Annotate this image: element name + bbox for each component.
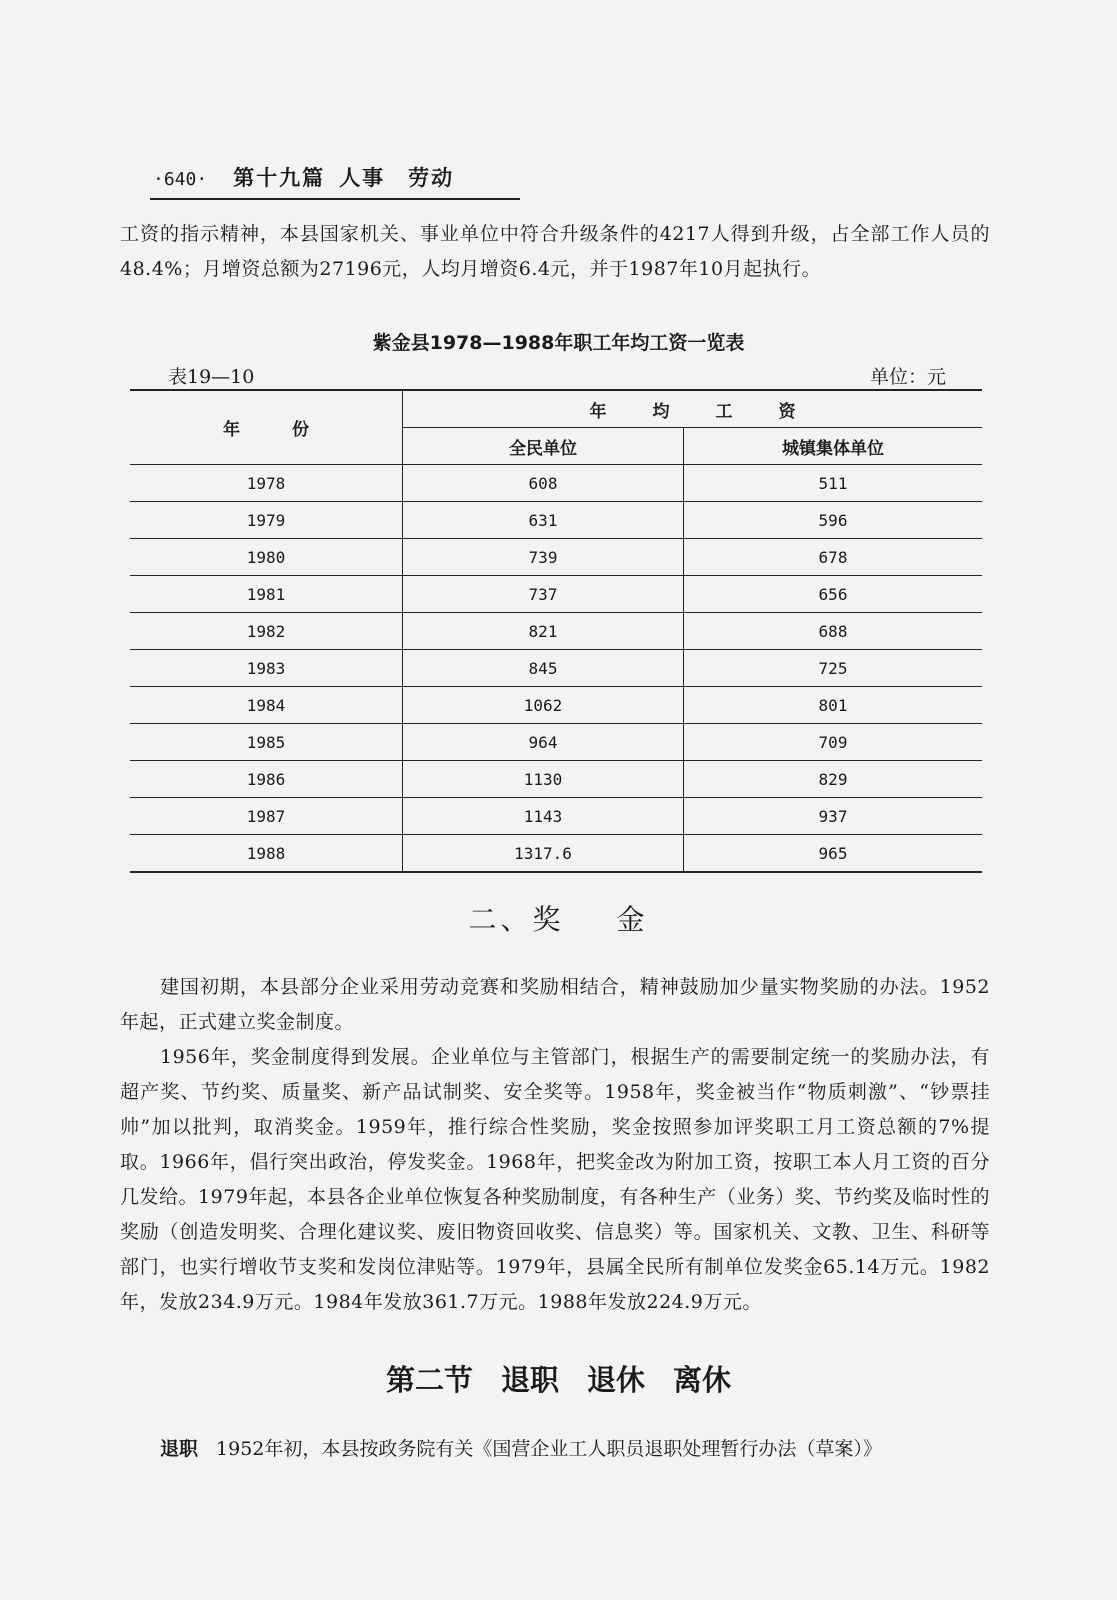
cell-collective: 678	[684, 539, 983, 576]
table-row	[130, 539, 982, 576]
cell-year: 1988	[130, 835, 403, 873]
bonus-paragraph-2: 1956年，奖金制度得到发展。企业单位与主管部门，根据生产的需要制定统一的奖励办法，有超产奖、节约奖、质量奖、新产品试制奖、安全奖等。1958年，奖金被当作“物质刺激”、“钞票挂帅”加以批判，取消奖金。1959年，推行综合性奖励，奖金按照参加评奖职工月工资总额的7%提取。1966年，倡行突出政治，停发奖金。1968年，把奖金改为附加工资，按职工本人月工资的百分几发给。1979年起，本县各企业单位恢复各种奖励制度，有各种生产（业务）奖、节约奖及临时性的奖励（创造发明奖、合理化建议奖、废旧物资回收奖、信息奖）等。国家机关、文教、卫生、科研等部门，也实行增收节支奖和发岗位津贴等。1979年，县属全民所有制单位发奖金65.14万元。1982年，发放234.9万元。1984年发放361.7万元。1988年发放224.9万元。	[120, 1046, 990, 1313]
chapter-section-heading	[0, 1358, 1117, 1399]
cell-collective: 656	[684, 576, 983, 613]
chapter-part: 第十九篇	[233, 166, 326, 190]
cell-state: 737	[403, 576, 684, 613]
header-collective-units: 城镇集体单位	[684, 428, 983, 465]
cell-year: 1987	[130, 798, 403, 835]
cell-year: 1983	[130, 650, 403, 687]
table-row	[130, 724, 982, 761]
section-word-resign: 退职	[500, 1363, 559, 1397]
cell-collective: 596	[684, 502, 983, 539]
cell-year: 1980	[130, 539, 403, 576]
header-year: 年份	[130, 390, 403, 465]
header-rule	[150, 198, 520, 200]
cell-collective: 511	[684, 465, 983, 502]
cell-year: 1985	[130, 724, 403, 761]
retirement-text: 1952年初，本县按政务院有关《国营企业工人职员退职处理暂行办法（草案）》	[216, 1438, 882, 1460]
table-unit: 单位：元	[870, 366, 947, 388]
table-row	[130, 650, 982, 687]
cell-collective: 937	[684, 798, 983, 835]
cell-state: 1317.6	[403, 835, 684, 873]
header-average-wage: 年均工资	[403, 390, 983, 428]
table-row	[130, 687, 982, 724]
section-word-retire: 退休	[587, 1363, 646, 1397]
wage-table	[130, 389, 982, 873]
table-title: 紫金县1978—1988年职工年均工资一览表	[372, 332, 745, 354]
cell-state: 1062	[403, 687, 684, 724]
chapter-heading	[233, 162, 454, 192]
running-header	[153, 162, 454, 192]
cell-state: 821	[403, 613, 684, 650]
cell-state: 1130	[403, 761, 684, 798]
section-title-end: 金	[616, 903, 649, 936]
table-row	[130, 835, 982, 873]
table-number: 表19—10	[168, 366, 255, 388]
cell-collective: 965	[684, 835, 983, 873]
table-row	[130, 613, 982, 650]
page-number: ·640·	[153, 169, 208, 190]
section-label: 第二节	[385, 1363, 473, 1397]
table-row	[130, 465, 982, 502]
cell-year: 1981	[130, 576, 403, 613]
header-state-units: 全民单位	[403, 428, 684, 465]
cell-year: 1978	[130, 465, 403, 502]
cell-year: 1986	[130, 761, 403, 798]
cell-state: 964	[403, 724, 684, 761]
table-row	[130, 502, 982, 539]
cell-year: 1982	[130, 613, 403, 650]
cell-state: 1143	[403, 798, 684, 835]
cell-state: 739	[403, 539, 684, 576]
retirement-paragraph	[160, 1434, 990, 1461]
table-row	[130, 576, 982, 613]
intro-paragraph: 工资的指示精神，本县国家机关、事业单位中符合升级条件的4217人得到升级，占全部工作人员的48.4%；月增资总额为27196元，人均月增资6.4元，并于1987年10月起执行。	[120, 223, 990, 280]
cell-collective: 709	[684, 724, 983, 761]
cell-year: 1984	[130, 687, 403, 724]
cell-year: 1979	[130, 502, 403, 539]
bonus-paragraph-1: 建国初期，本县部分企业采用劳动竞赛和奖励相结合，精神鼓励加少量实物奖励的办法。1952年起，正式建立奖金制度。	[120, 976, 990, 1033]
section-number: 二、奖	[468, 903, 565, 936]
section-heading-bonus	[0, 898, 1117, 938]
table-row	[130, 798, 982, 835]
section-word-leave: 离休	[673, 1363, 732, 1397]
cell-collective: 829	[684, 761, 983, 798]
cell-state: 845	[403, 650, 684, 687]
cell-state: 608	[403, 465, 684, 502]
cell-state: 631	[403, 502, 684, 539]
cell-collective: 801	[684, 687, 983, 724]
retirement-lead: 退职	[160, 1438, 199, 1460]
cell-collective: 725	[684, 650, 983, 687]
chapter-title: 人事 劳动	[339, 166, 455, 190]
table-row	[130, 761, 982, 798]
cell-collective: 688	[684, 613, 983, 650]
